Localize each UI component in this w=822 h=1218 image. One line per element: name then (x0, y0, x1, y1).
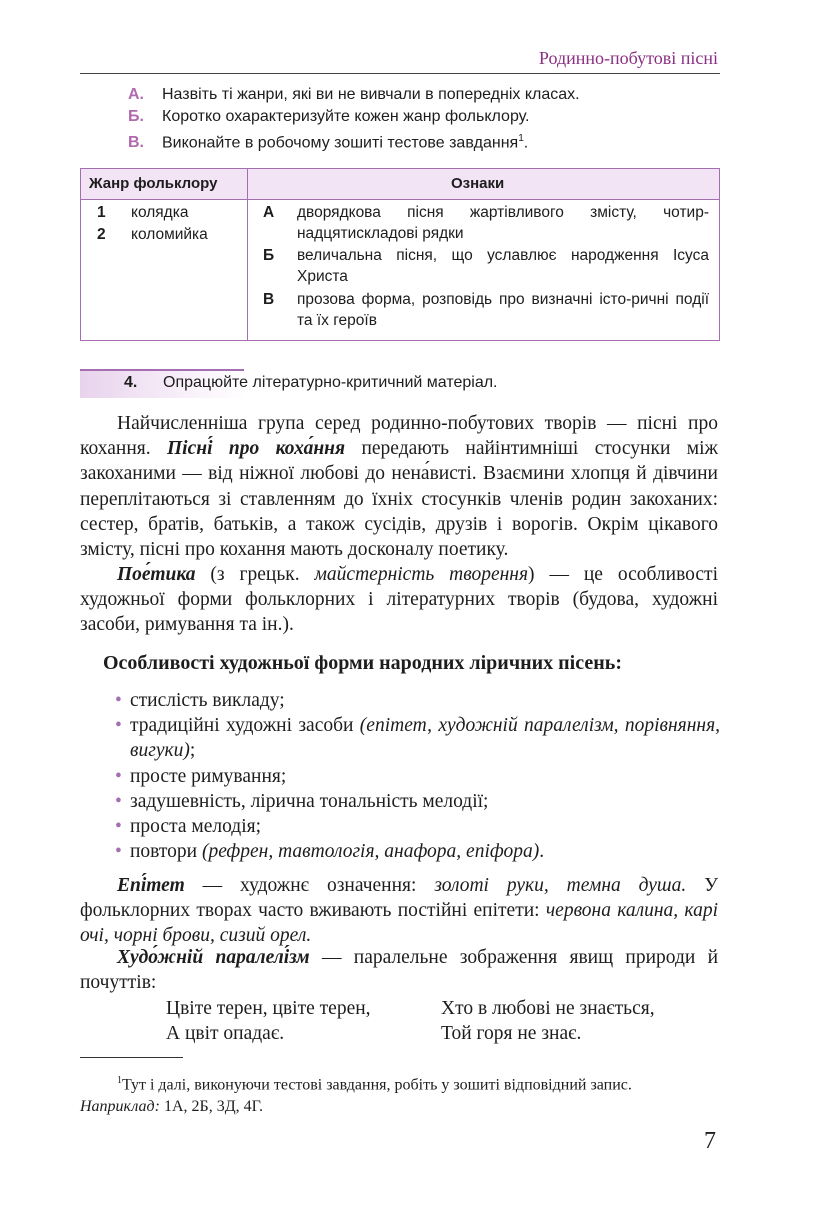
bullet-dot: • (115, 841, 122, 863)
table-divider (247, 169, 248, 340)
question-rule (80, 369, 244, 371)
footnote-rule (80, 1057, 183, 1058)
list-item-text: традиційні художні засоби (130, 715, 354, 737)
task-letter: В. (128, 134, 144, 152)
footnote (80, 1070, 720, 1118)
list-item (115, 713, 720, 763)
list-item-text: повтори (130, 841, 198, 863)
genre-name: колядка (131, 204, 189, 221)
genre-num: 1 (97, 204, 106, 221)
question-text: Опрацюйте літературно-критичний матеріал. (163, 374, 498, 391)
list-item-text: . (539, 841, 545, 863)
sign-text: величальна пісня, що уславлює народження Ісуса Христа (297, 247, 709, 285)
term-poetics: Пое́тика (117, 564, 196, 585)
text: передають найінтимніші стосунки між закоханими — від ніжної любові до нена́висті. Взаємини хлопця й дівчини переплітаються зі ставленням до їхніх стосунків членів родин закоханих: сестер, братів, батьків, а також сусідів, друзів і ворогів. Окрім цікавого змісту, пісні про кохання мають досконалу поетику. (80, 438, 718, 561)
list-item (115, 764, 720, 789)
bullet-dot: • (115, 816, 122, 838)
genre-num: 2 (97, 226, 106, 243)
sign-text: прозова форма, розповідь про визначні істо-ричні події та їх героїв (297, 291, 709, 329)
list-item (115, 814, 720, 839)
poem-line: А цвіт опадає. (166, 1023, 285, 1044)
header-rule (80, 73, 720, 74)
text-italic: червона калина, карі очі, чорні брови, сизий орел. (80, 900, 718, 947)
sign-letter: А (263, 204, 275, 221)
sign-letter: В (263, 291, 275, 308)
footnote-mark: 1 (117, 1075, 122, 1086)
task-tail: . (523, 134, 529, 152)
task-letter: Б. (128, 108, 144, 125)
poem-line: Хто в любові не знається, (441, 998, 655, 1019)
footnote-text: Тут і далі, виконуючи тестові завдання, робіть у зошиті відповідний запис. (122, 1076, 632, 1094)
bullet-dot: • (115, 715, 122, 737)
running-header: Родинно-побутові пісні (538, 48, 718, 68)
footnote-example-label: Наприклад: (80, 1098, 160, 1116)
paragraph-poetics (80, 562, 718, 638)
list-item-text: проста мелодія; (130, 816, 262, 838)
text: У фольклорних творах часто вживають постійні епітети: (80, 875, 718, 922)
list-item-text: ; (189, 740, 196, 762)
text-italic: майстерність творення (314, 564, 529, 585)
term-love-songs: Пісні́ про коха́ння (167, 438, 346, 460)
table-header-signs: Ознаки (451, 175, 505, 192)
footnote-example: 1А, 2Б, 3Д, 4Г. (163, 1098, 264, 1116)
task-b (128, 107, 530, 127)
task-text: Коротко охарактеризуйте кожен жанр фольклору. (162, 108, 530, 125)
poem-line: Цвіте терен, цвіте терен, (166, 998, 371, 1019)
genre-name: коломийка (131, 226, 208, 243)
list-item (115, 688, 720, 713)
paragraph-love-songs (80, 411, 718, 562)
term-parallelism: Худо́жній паралелі́зм (117, 947, 310, 968)
folklore-table (80, 168, 720, 341)
text: (з грецьк. (210, 564, 300, 585)
sign-letter: Б (263, 247, 275, 264)
sign-text: дворядкова пісня жартівливого змісту, чотир-надцятискладові рядки (297, 204, 709, 242)
task-text: Виконайте в робочому зошиті тестове завдання (162, 134, 519, 152)
question-number: 4. (124, 374, 138, 391)
text: — паралельне зображення явищ природи й почуттів: (80, 947, 719, 994)
task-letter: А. (128, 86, 144, 103)
text: — художнє означення: (202, 875, 417, 896)
term-epithet: Епі́тет (117, 875, 185, 896)
list-item-italic: (рефрен, тавтологія, анафора, епіфора) (201, 841, 540, 863)
task-c (128, 129, 528, 153)
list-item (115, 839, 720, 864)
text: Найчисленніша група серед родинно-побутових творів — пісні про кохання. (80, 413, 718, 460)
bullet-dot: • (115, 790, 122, 812)
footnote-ref: 1 (518, 133, 524, 144)
poem-line: Той горя не знає. (441, 1023, 582, 1044)
paragraph-parallelism (80, 945, 718, 995)
text: ) — це особливості художньої форми фольклорних і літературних творів (будова, художні засоби, римування та ін.). (80, 564, 718, 636)
task-text: Назвіть ті жанри, які ви не вивчали в попередніх класах. (162, 86, 580, 103)
bullet-dot: • (115, 690, 122, 711)
list-item-text: просте римування; (130, 765, 287, 787)
features-list (115, 688, 720, 864)
list-item-text: стислість викладу; (130, 690, 285, 711)
list-item-italic: (епітет, художній паралелізм, порівняння, вигуки) (130, 715, 721, 762)
list-item (115, 789, 720, 814)
section-subheading: Особливості художньої форми народних ліричних пісень: (103, 652, 622, 674)
page-number: 7 (704, 1128, 716, 1154)
task-a (128, 85, 580, 105)
paragraph-epithet (80, 873, 718, 949)
list-item-text: задушевність, лірична тональність мелодії; (130, 790, 489, 812)
bullet-dot: • (115, 765, 122, 787)
table-header-genre: Жанр фольклору (89, 175, 218, 192)
text-italic: золоті руки, темна душа. (434, 875, 687, 896)
